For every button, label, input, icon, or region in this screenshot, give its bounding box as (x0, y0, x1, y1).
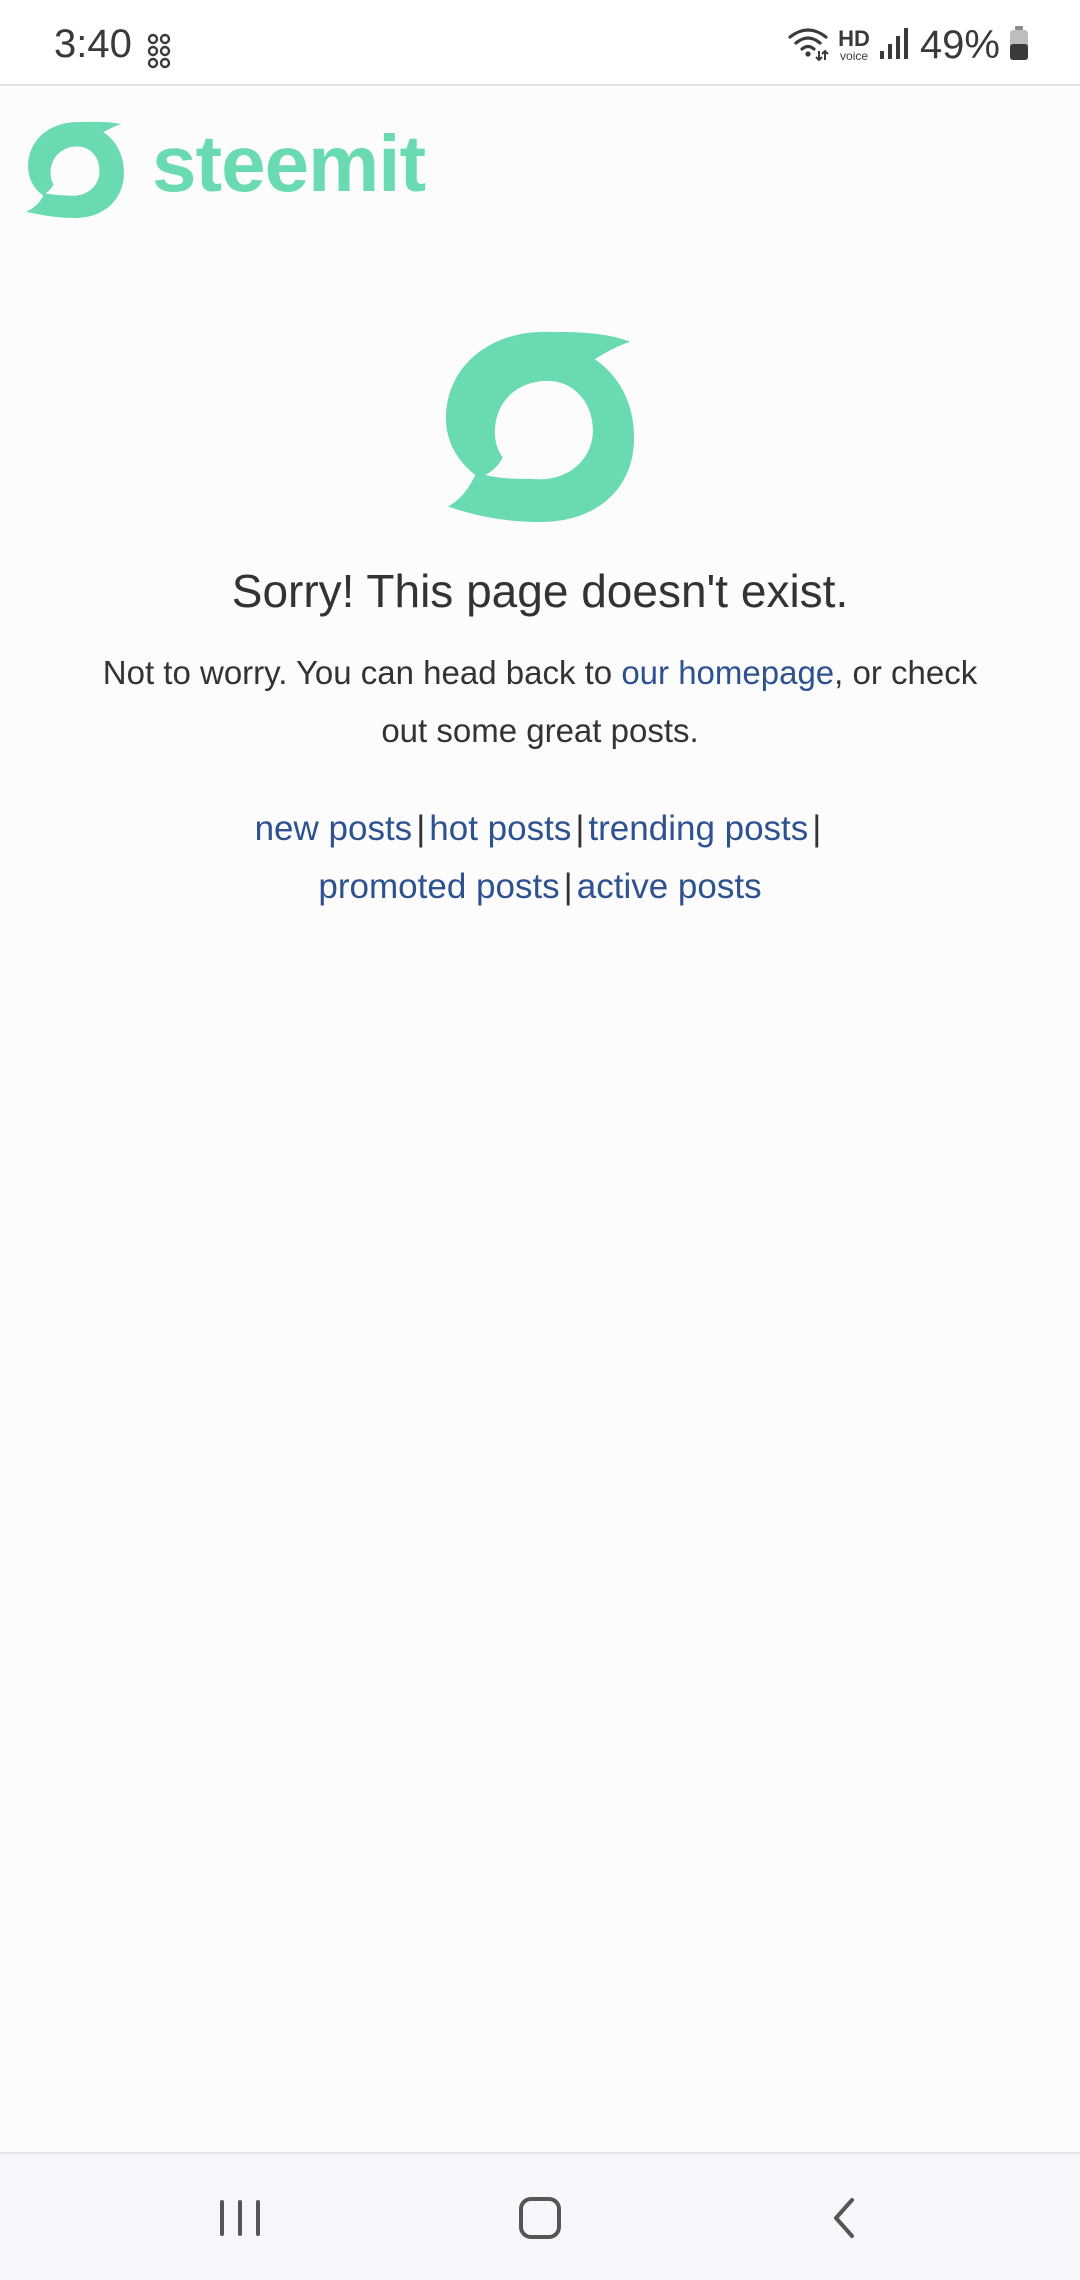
link-separator: | (563, 867, 573, 906)
new-posts-link[interactable]: new posts (254, 809, 413, 848)
error-message (80, 644, 1000, 760)
promoted-posts-link[interactable]: promoted posts (318, 867, 560, 906)
back-icon[interactable] (804, 2178, 884, 2258)
link-separator: | (416, 809, 426, 848)
home-icon[interactable] (500, 2178, 580, 2258)
message-text-before: Not to worry. You can head back to (102, 654, 622, 691)
hd-label: HD (838, 26, 870, 51)
status-bar (0, 0, 1080, 86)
hot-posts-link[interactable]: hot posts (429, 809, 572, 848)
link-separator: | (575, 809, 585, 848)
system-nav-bar (0, 2152, 1080, 2280)
voice-label: voice (840, 49, 869, 63)
battery-percent: 49% (919, 22, 1000, 67)
app-notification-icon (144, 32, 174, 70)
trending-posts-link[interactable]: trending posts (588, 809, 809, 848)
status-icons (786, 22, 1030, 68)
status-time: 3:40 (54, 22, 132, 66)
signal-icon (878, 25, 912, 66)
link-separator: | (812, 809, 822, 848)
page-title: Sorry! This page doesn't exist. (231, 565, 849, 617)
hd-voice-icon (838, 28, 870, 62)
battery-icon (1008, 25, 1030, 66)
message-text-after: , or check out some great posts. (381, 654, 978, 749)
homepage-link[interactable]: our homepage (621, 654, 835, 691)
active-posts-link[interactable]: active posts (576, 867, 762, 906)
brand-name[interactable]: steemit (152, 119, 426, 208)
site-header (0, 88, 1080, 248)
steemit-logo-icon[interactable] (24, 118, 126, 220)
wifi-icon (786, 25, 830, 66)
post-links (200, 800, 880, 916)
steemit-hero-logo-icon (440, 328, 640, 524)
recent-apps-icon[interactable] (200, 2178, 280, 2258)
